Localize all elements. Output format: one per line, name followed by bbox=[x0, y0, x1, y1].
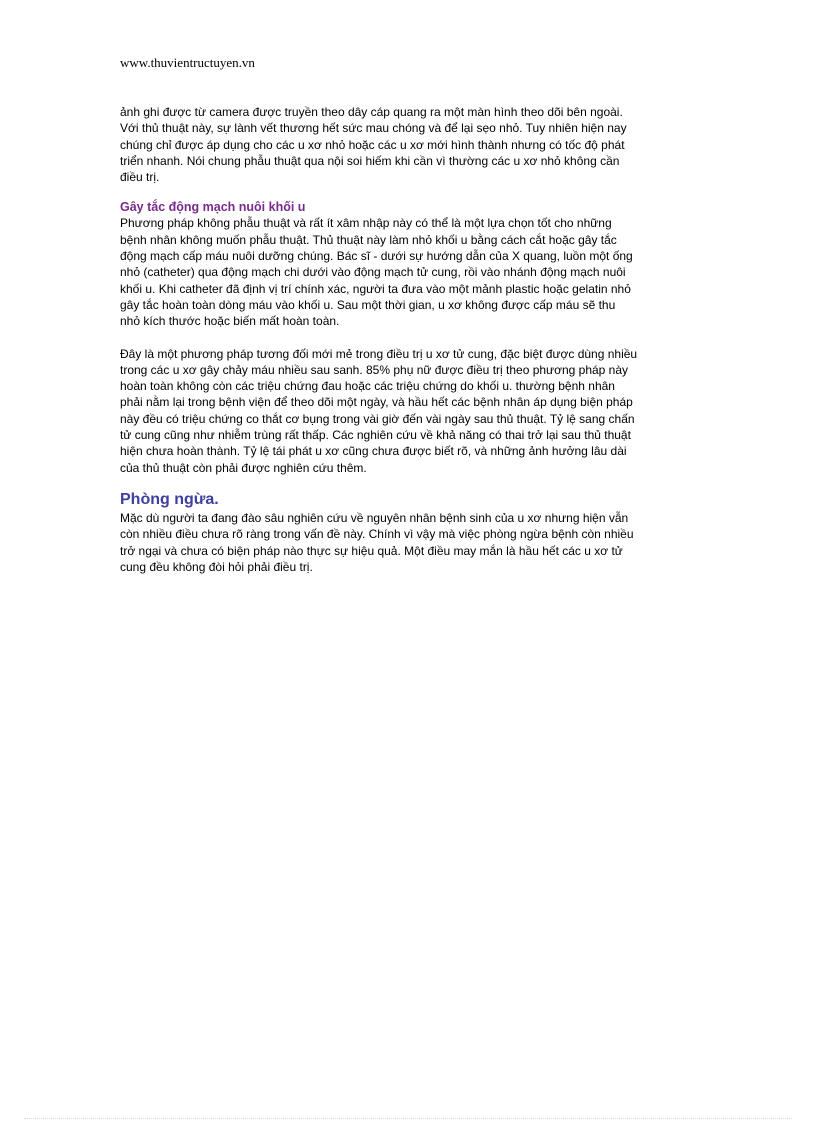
paragraph-line: phải nằm lại trong bệnh viện để theo dõi một ngày, và hầu hết các bệnh nhân áp dụng biện pháp bbox=[120, 395, 633, 410]
embolization-paragraph-1 bbox=[120, 215, 696, 329]
page-bottom-border bbox=[24, 1118, 792, 1119]
intro-line: triển nhanh. Nói chung phẫu thuật qua nội soi hiếm khi cần vì thường các u xơ nhỏ không cần bbox=[120, 153, 620, 168]
intro-line: Với thủ thuật này, sự lành vết thương hết sức mau chóng và để lại sẹo nhỏ. Tuy nhiên hiện nay bbox=[120, 121, 627, 136]
paragraph-line: bệnh nhân không muốn phẫu thuật. Thủ thuật này làm nhỏ khối u bằng cách cắt hoặc gây tắc bbox=[120, 232, 617, 247]
intro-line: ảnh ghi được từ camera được truyền theo dây cáp quang ra một màn hình theo dõi bên ngoài. bbox=[120, 105, 623, 119]
intro-line: chúng chỉ được áp dụng cho các u xơ nhỏ hoặc các u xơ mới hình thành nhưng có tốc độ phát bbox=[120, 137, 625, 152]
prevention-paragraph bbox=[120, 510, 696, 575]
paragraph-line: gây tắc hoàn toàn dòng máu vào khối u. Sau một thời gian, u xơ không được cấp máu sẽ thu bbox=[120, 297, 616, 312]
paragraph-line: còn nhiều điều chưa rõ ràng trong vấn đề này. Chính vì vậy mà việc phòng ngừa bệnh còn nhiều bbox=[120, 527, 634, 542]
paragraph-line: Mặc dù người ta đang đào sâu nghiên cứu về nguyên nhân bệnh sinh của u xơ nhưng hiện vẫn bbox=[120, 510, 629, 525]
paragraph-line: hiện chưa hoàn thành. Tỷ lệ tái phát u xơ cũng chưa được biết rõ, và những ảnh hưởng lâu dài bbox=[120, 444, 627, 459]
paragraph-line: tử cung cũng như nhiễm trùng rất thấp. Các nghiên cứu về khả năng có thai trở lại sau thủ thuật bbox=[120, 428, 631, 443]
paragraph-line: Phương pháp không phẫu thuật và rất ít xâm nhập này có thể là một lựa chọn tốt cho những bbox=[120, 216, 612, 231]
paragraph-line: hoàn toàn không còn các triệu chứng đau hoặc các triệu chứng do khối u. thường bệnh nhân bbox=[120, 379, 615, 394]
intro-paragraph bbox=[120, 104, 696, 185]
paragraph-line: động mạch cấp máu nuôi dưỡng chúng. Bác sĩ - dưới sự hướng dẫn của X quang, luồn một ống bbox=[120, 249, 633, 264]
paragraph-line: trong các u xơ gây chảy máu nhiều sau sanh. 85% phụ nữ được điều trị theo phương pháp này bbox=[120, 362, 629, 377]
paragraph-line: khối u. Khi catheter đã định vị trí chính xác, người ta đưa vào một mảnh plastic hoặc gelatin nhỏ bbox=[120, 281, 631, 296]
intro-line: điều trị. bbox=[120, 170, 160, 185]
header-url: www.thuvientructuyen.vn bbox=[120, 55, 255, 70]
paragraph-line: của thủ thuật còn phải được nghiên cứu thêm. bbox=[120, 460, 367, 475]
paragraph-line: cung đều không đòi hỏi phải điều trị. bbox=[120, 559, 313, 574]
paragraph-line: này đều có triệu chứng co thắt cơ bụng trong vài giờ đến vài ngày sau thủ thuật. Tỷ lệ sang chấn bbox=[120, 411, 635, 426]
paragraph-line: nhỏ kích thước hoặc biến mất hoàn toàn. bbox=[120, 314, 340, 329]
paragraph-line: trở ngại và chưa có biện pháp nào thực sự hiệu quả. Một điều may mắn là hầu hết các u xơ tử bbox=[120, 543, 623, 558]
document-body bbox=[120, 104, 696, 575]
paragraph-line: nhỏ (catheter) qua động mạch chi dưới vào động mạch tử cung, rồi vào nhánh động mạch nuôi bbox=[120, 265, 626, 280]
paragraph-line: Đây là một phương pháp tương đối mới mẻ trong điều trị u xơ tử cung, đặc biệt được dùng nhiều bbox=[120, 346, 638, 361]
section-heading-embolization: Gây tắc động mạch nuôi khối u bbox=[120, 200, 306, 215]
embolization-paragraph-2 bbox=[120, 346, 696, 476]
section-heading-prevention: Phòng ngừa. bbox=[120, 490, 219, 508]
